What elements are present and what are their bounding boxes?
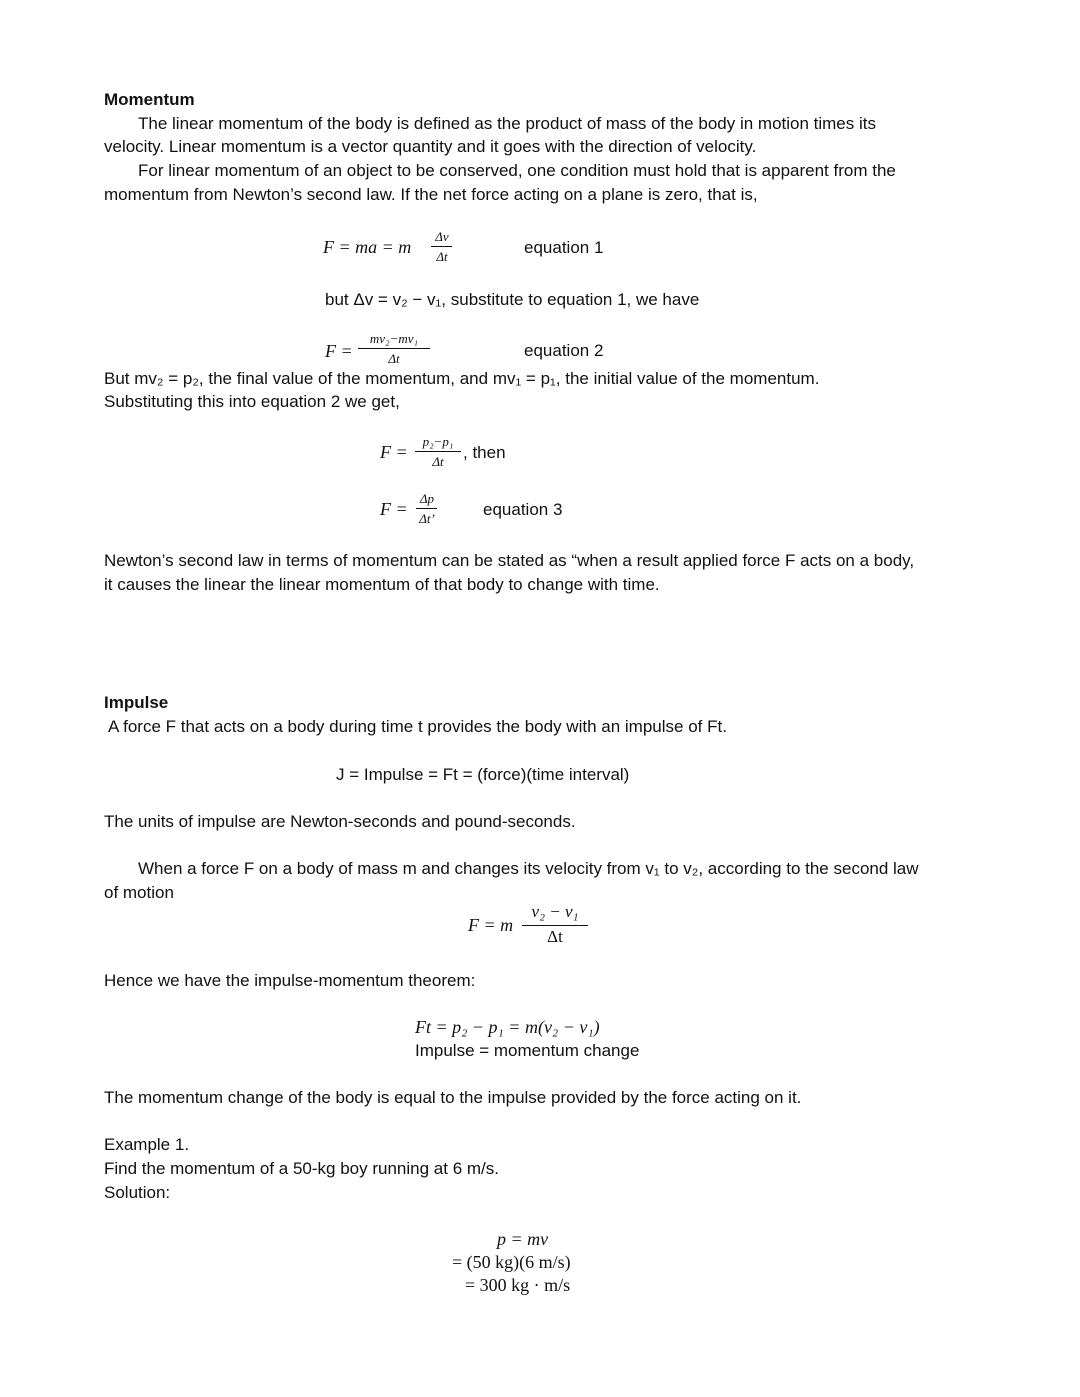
- eqfv-lhs: F = m: [468, 915, 514, 935]
- eq2-label: equation 2: [524, 341, 604, 360]
- momentum-para3-line2: Substituting this into equation 2 we get,: [104, 392, 400, 411]
- eqfv-numerator: v₂ − v₁: [531, 902, 579, 921]
- momentum-para2-line1: For linear momentum of an object to be conserved, one condition must hold that is apparent from the: [138, 161, 896, 180]
- solution-line1: p = mv: [497, 1229, 549, 1249]
- momentum-para2-line2: momentum from Newton’s second law. If the net force acting on a plane is zero, that is,: [104, 185, 758, 204]
- eqfv-denominator: Δt: [547, 927, 563, 946]
- eqp-denominator: Δt: [432, 454, 444, 469]
- momentum-para3-line1: But mv₂ = p₂, the final value of the momentum, and mv₁ = p₁, the initial value of the momentum.: [104, 369, 820, 388]
- solution-line3: = 300 kg · m/s: [465, 1275, 571, 1295]
- eq1-fraction-bar: [431, 246, 452, 247]
- impulse-momentum-intro: Hence we have the impulse-momentum theorem:: [104, 971, 476, 990]
- solution-line2: = (50 kg)(6 m/s): [452, 1252, 571, 1272]
- eq2-fraction-bar: [358, 348, 430, 349]
- example-solution-label: Solution:: [104, 1183, 171, 1202]
- momentum-para1-line1: The linear momentum of the body is defined as the product of mass of the body in motion times its: [138, 114, 876, 133]
- eqp-fraction-bar: [415, 451, 461, 452]
- eq1-numerator: Δv: [435, 229, 449, 244]
- newton-statement-line2: it causes the linear the linear momentum of that body to change with time.: [104, 575, 660, 594]
- example-question: Find the momentum of a 50-kg boy running at 6 m/s.: [104, 1159, 499, 1178]
- eq3-lhs: F =: [380, 499, 408, 519]
- impulse-units: The units of impulse are Newton-seconds and pound-seconds.: [104, 812, 576, 831]
- impulse-para-line2: of motion: [104, 883, 174, 902]
- eq2-denominator: Δt: [388, 351, 400, 366]
- eqp-lhs: F =: [380, 442, 408, 462]
- momentum-para1-line2: velocity. Linear momentum is a vector quantity and it goes with the direction of velocity.: [104, 137, 757, 156]
- impulse-conclusion: The momentum change of the body is equal to the impulse provided by the force acting on it.: [104, 1088, 802, 1107]
- eqfv-fraction-bar: [522, 925, 588, 926]
- eq1-lhs: F = ma = m: [323, 237, 412, 257]
- impulse-para-line1: When a force F on a body of mass m and changes its velocity from v₁ to v₂, according to the second law: [138, 859, 919, 878]
- newton-statement-line1: Newton’s second law in terms of momentum can be stated as “when a result applied force F acts on a body,: [104, 551, 915, 570]
- impulse-heading: Impulse: [104, 693, 169, 712]
- momentum-heading: Momentum: [104, 90, 195, 109]
- impulse-definition: A force F that acts on a body during time t provides the body with an impulse of Ft.: [108, 717, 727, 736]
- eq3-fraction-bar: [416, 508, 437, 509]
- eqp-then: , then: [463, 443, 506, 462]
- eq2-lhs: F =: [325, 341, 353, 361]
- eq3-numerator: Δp: [419, 491, 435, 506]
- eq3-denominator: Δt’: [419, 511, 435, 526]
- but-delta-v-line: but Δv = v₂ − v₁, substitute to equation 1, we have: [325, 290, 700, 309]
- theorem-words: Impulse = momentum change: [415, 1041, 640, 1060]
- impulse-formula: J = Impulse = Ft = (force)(time interval): [336, 765, 630, 784]
- eq1-label: equation 1: [524, 238, 604, 257]
- eq3-label: equation 3: [483, 500, 563, 519]
- eq1-denominator: Δt: [436, 249, 448, 264]
- eq2-numerator: mv₂−mv₁: [369, 331, 419, 346]
- theorem-equation: Ft = p₂ − p₁ = m(v₂ − v₁): [415, 1017, 600, 1037]
- example-title: Example 1.: [104, 1135, 190, 1154]
- eqp-numerator: p₂−p₁: [422, 434, 454, 449]
